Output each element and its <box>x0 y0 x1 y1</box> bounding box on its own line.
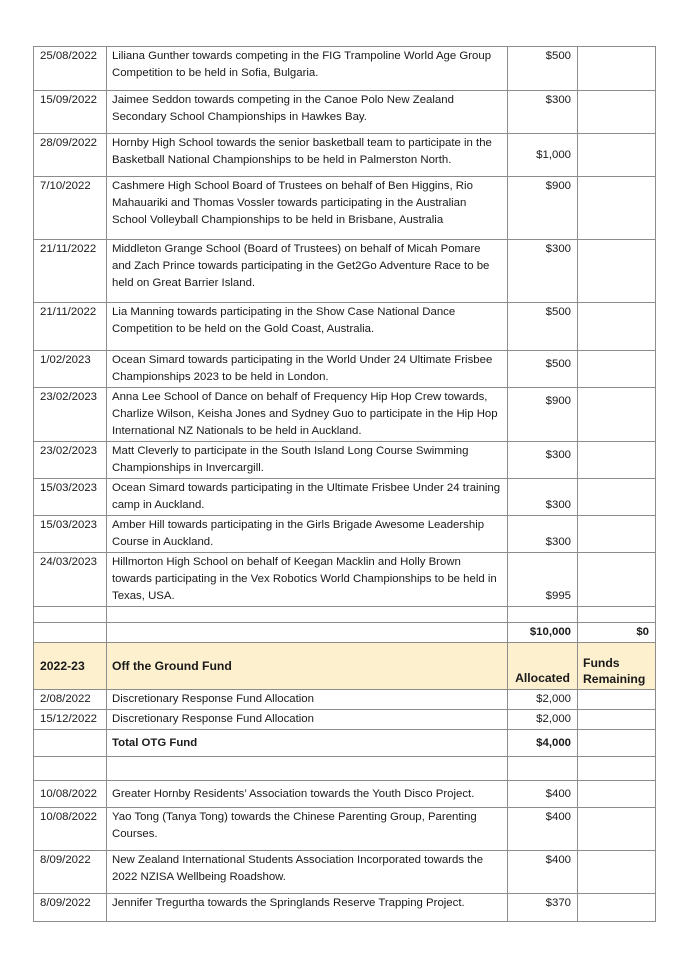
otg-total-amount: $4,000 <box>508 730 578 757</box>
table-row <box>34 442 656 479</box>
grant-date: 15/09/2022 <box>34 91 107 134</box>
empty-cell <box>34 730 107 757</box>
allocation-date: 15/12/2022 <box>34 710 107 730</box>
grant-description: Amber Hill towards participating in the Girls Brigade Awesome Leadership Course in Auckland. <box>107 516 508 553</box>
grant-date: 21/11/2022 <box>34 303 107 351</box>
grant-amount: $300 <box>508 91 578 134</box>
allocation-amount: $2,000 <box>508 710 578 730</box>
grant-amount: $370 <box>508 894 578 922</box>
grant-amount: $400 <box>508 808 578 851</box>
grant-date: 7/10/2022 <box>34 177 107 240</box>
grants-total-remaining: $0 <box>578 623 656 643</box>
funds-remaining-header: Funds Remaining <box>578 643 656 690</box>
empty-cell <box>578 607 656 623</box>
grant-remaining <box>578 47 656 91</box>
allocation-row <box>34 710 656 730</box>
grant-remaining <box>578 442 656 479</box>
grant-description: New Zealand International Students Association Incorporated towards the 2022 NZISA Wellbeing Roadshow. <box>107 851 508 894</box>
grant-description: Cashmere High School Board of Trustees on behalf of Ben Higgins, Rio Mahauariki and Thomas Vossler towards participating in the Australian School Volleyball Championships to be held in Brisbane, Australia <box>107 177 508 240</box>
empty-cell <box>34 757 107 781</box>
grant-remaining <box>578 134 656 177</box>
grants-total-row <box>34 623 656 643</box>
table-row <box>34 516 656 553</box>
grant-date: 15/03/2023 <box>34 479 107 516</box>
grant-description: Ocean Simard towards participating in the World Under 24 Ultimate Frisbee Championships 2023 to be held in London. <box>107 351 508 388</box>
grant-amount: $1,000 <box>508 134 578 177</box>
grant-date: 23/02/2023 <box>34 442 107 479</box>
table-row <box>34 351 656 388</box>
allocation-date: 2/08/2022 <box>34 690 107 710</box>
allocation-description: Discretionary Response Fund Allocation <box>107 690 508 710</box>
grant-amount: $500 <box>508 303 578 351</box>
grant-description: Liliana Gunther towards competing in the FIG Trampoline World Age Group Competition to be held in Sofia, Bulgaria. <box>107 47 508 91</box>
grant-date: 1/02/2023 <box>34 351 107 388</box>
grant-amount: $995 <box>508 553 578 607</box>
empty-row <box>34 607 656 623</box>
allocation-description: Discretionary Response Fund Allocation <box>107 710 508 730</box>
grant-date: 25/08/2022 <box>34 47 107 91</box>
grant-date: 10/08/2022 <box>34 808 107 851</box>
table-row <box>34 91 656 134</box>
grant-description: Yao Tong (Tanya Tong) towards the Chinese Parenting Group, Parenting Courses. <box>107 808 508 851</box>
allocation-remaining <box>578 710 656 730</box>
grant-remaining <box>578 91 656 134</box>
grant-description: Greater Hornby Residents’ Association towards the Youth Disco Project. <box>107 781 508 808</box>
grant-amount: $400 <box>508 781 578 808</box>
empty-cell <box>107 623 508 643</box>
allocated-header: Allocated <box>508 643 578 690</box>
empty-cell <box>578 757 656 781</box>
grant-amount: $300 <box>508 442 578 479</box>
table-row <box>34 303 656 351</box>
grant-remaining <box>578 177 656 240</box>
grant-remaining <box>578 553 656 607</box>
grant-description: Lia Manning towards participating in the Show Case National Dance Competition to be held on the Gold Coast, Australia. <box>107 303 508 351</box>
fund-title: Off the Ground Fund <box>107 643 508 690</box>
grant-remaining <box>578 303 656 351</box>
grant-amount: $500 <box>508 351 578 388</box>
grant-remaining <box>578 240 656 303</box>
grant-remaining <box>578 388 656 442</box>
table-row <box>34 851 656 894</box>
grant-amount: $300 <box>508 479 578 516</box>
grant-date: 15/03/2023 <box>34 516 107 553</box>
grants-total-amount: $10,000 <box>508 623 578 643</box>
empty-cell <box>508 757 578 781</box>
grant-description: Jennifer Tregurtha towards the Springlands Reserve Trapping Project. <box>107 894 508 922</box>
grant-description: Hillmorton High School on behalf of Keegan Macklin and Holly Brown towards participating in the Vex Robotics World Championships to be held in Texas, USA. <box>107 553 508 607</box>
grant-amount: $400 <box>508 851 578 894</box>
grant-amount: $900 <box>508 177 578 240</box>
table-row <box>34 479 656 516</box>
grant-date: 24/03/2023 <box>34 553 107 607</box>
empty-cell <box>107 607 508 623</box>
table-row <box>34 781 656 808</box>
grant-date: 10/08/2022 <box>34 781 107 808</box>
otg-total-row <box>34 730 656 757</box>
grant-remaining <box>578 781 656 808</box>
empty-cell <box>107 757 508 781</box>
table-row <box>34 388 656 442</box>
grant-date: 28/09/2022 <box>34 134 107 177</box>
empty-cell <box>34 607 107 623</box>
fund-header-row <box>34 643 656 690</box>
empty-cell <box>34 623 107 643</box>
allocation-row <box>34 690 656 710</box>
allocation-remaining <box>578 690 656 710</box>
otg-total-label: Total OTG Fund <box>107 730 508 757</box>
table-row <box>34 240 656 303</box>
table-row <box>34 808 656 851</box>
grant-remaining <box>578 479 656 516</box>
table-row <box>34 894 656 922</box>
grant-amount: $500 <box>508 47 578 91</box>
grant-remaining <box>578 351 656 388</box>
grant-date: 8/09/2022 <box>34 894 107 922</box>
grant-remaining <box>578 516 656 553</box>
otg-total-remaining <box>578 730 656 757</box>
grants-table <box>33 46 656 922</box>
grant-date: 23/02/2023 <box>34 388 107 442</box>
table-row <box>34 134 656 177</box>
grant-date: 21/11/2022 <box>34 240 107 303</box>
grant-date: 8/09/2022 <box>34 851 107 894</box>
empty-cell <box>508 607 578 623</box>
grant-remaining <box>578 851 656 894</box>
allocation-amount: $2,000 <box>508 690 578 710</box>
grant-description: Matt Cleverly to participate in the South Island Long Course Swimming Championships in Invercargill. <box>107 442 508 479</box>
grant-description: Jaimee Seddon towards competing in the Canoe Polo New Zealand Secondary School Championships in Hawkes Bay. <box>107 91 508 134</box>
grant-description: Anna Lee School of Dance on behalf of Frequency Hip Hop Crew towards, Charlize Wilson, Keisha Jones and Sydney Guo to participate in the Hip Hop International NZ Nationals to be held in Auckland. <box>107 388 508 442</box>
grant-description: Ocean Simard towards participating in the Ultimate Frisbee Under 24 training camp in Auckland. <box>107 479 508 516</box>
table-row <box>34 47 656 91</box>
table-row <box>34 553 656 607</box>
grant-amount: $300 <box>508 240 578 303</box>
grant-amount: $300 <box>508 516 578 553</box>
table-row <box>34 177 656 240</box>
fund-year: 2022-23 <box>34 643 107 690</box>
grant-remaining <box>578 894 656 922</box>
grant-description: Middleton Grange School (Board of Trustees) on behalf of Micah Pomare and Zach Prince towards participating in the Get2Go Adventure Race to be held on Great Barrier Island. <box>107 240 508 303</box>
grant-remaining <box>578 808 656 851</box>
empty-row <box>34 757 656 781</box>
grant-description: Hornby High School towards the senior basketball team to participate in the Basketball National Championships to be held in Palmerston North. <box>107 134 508 177</box>
grant-amount: $900 <box>508 388 578 442</box>
